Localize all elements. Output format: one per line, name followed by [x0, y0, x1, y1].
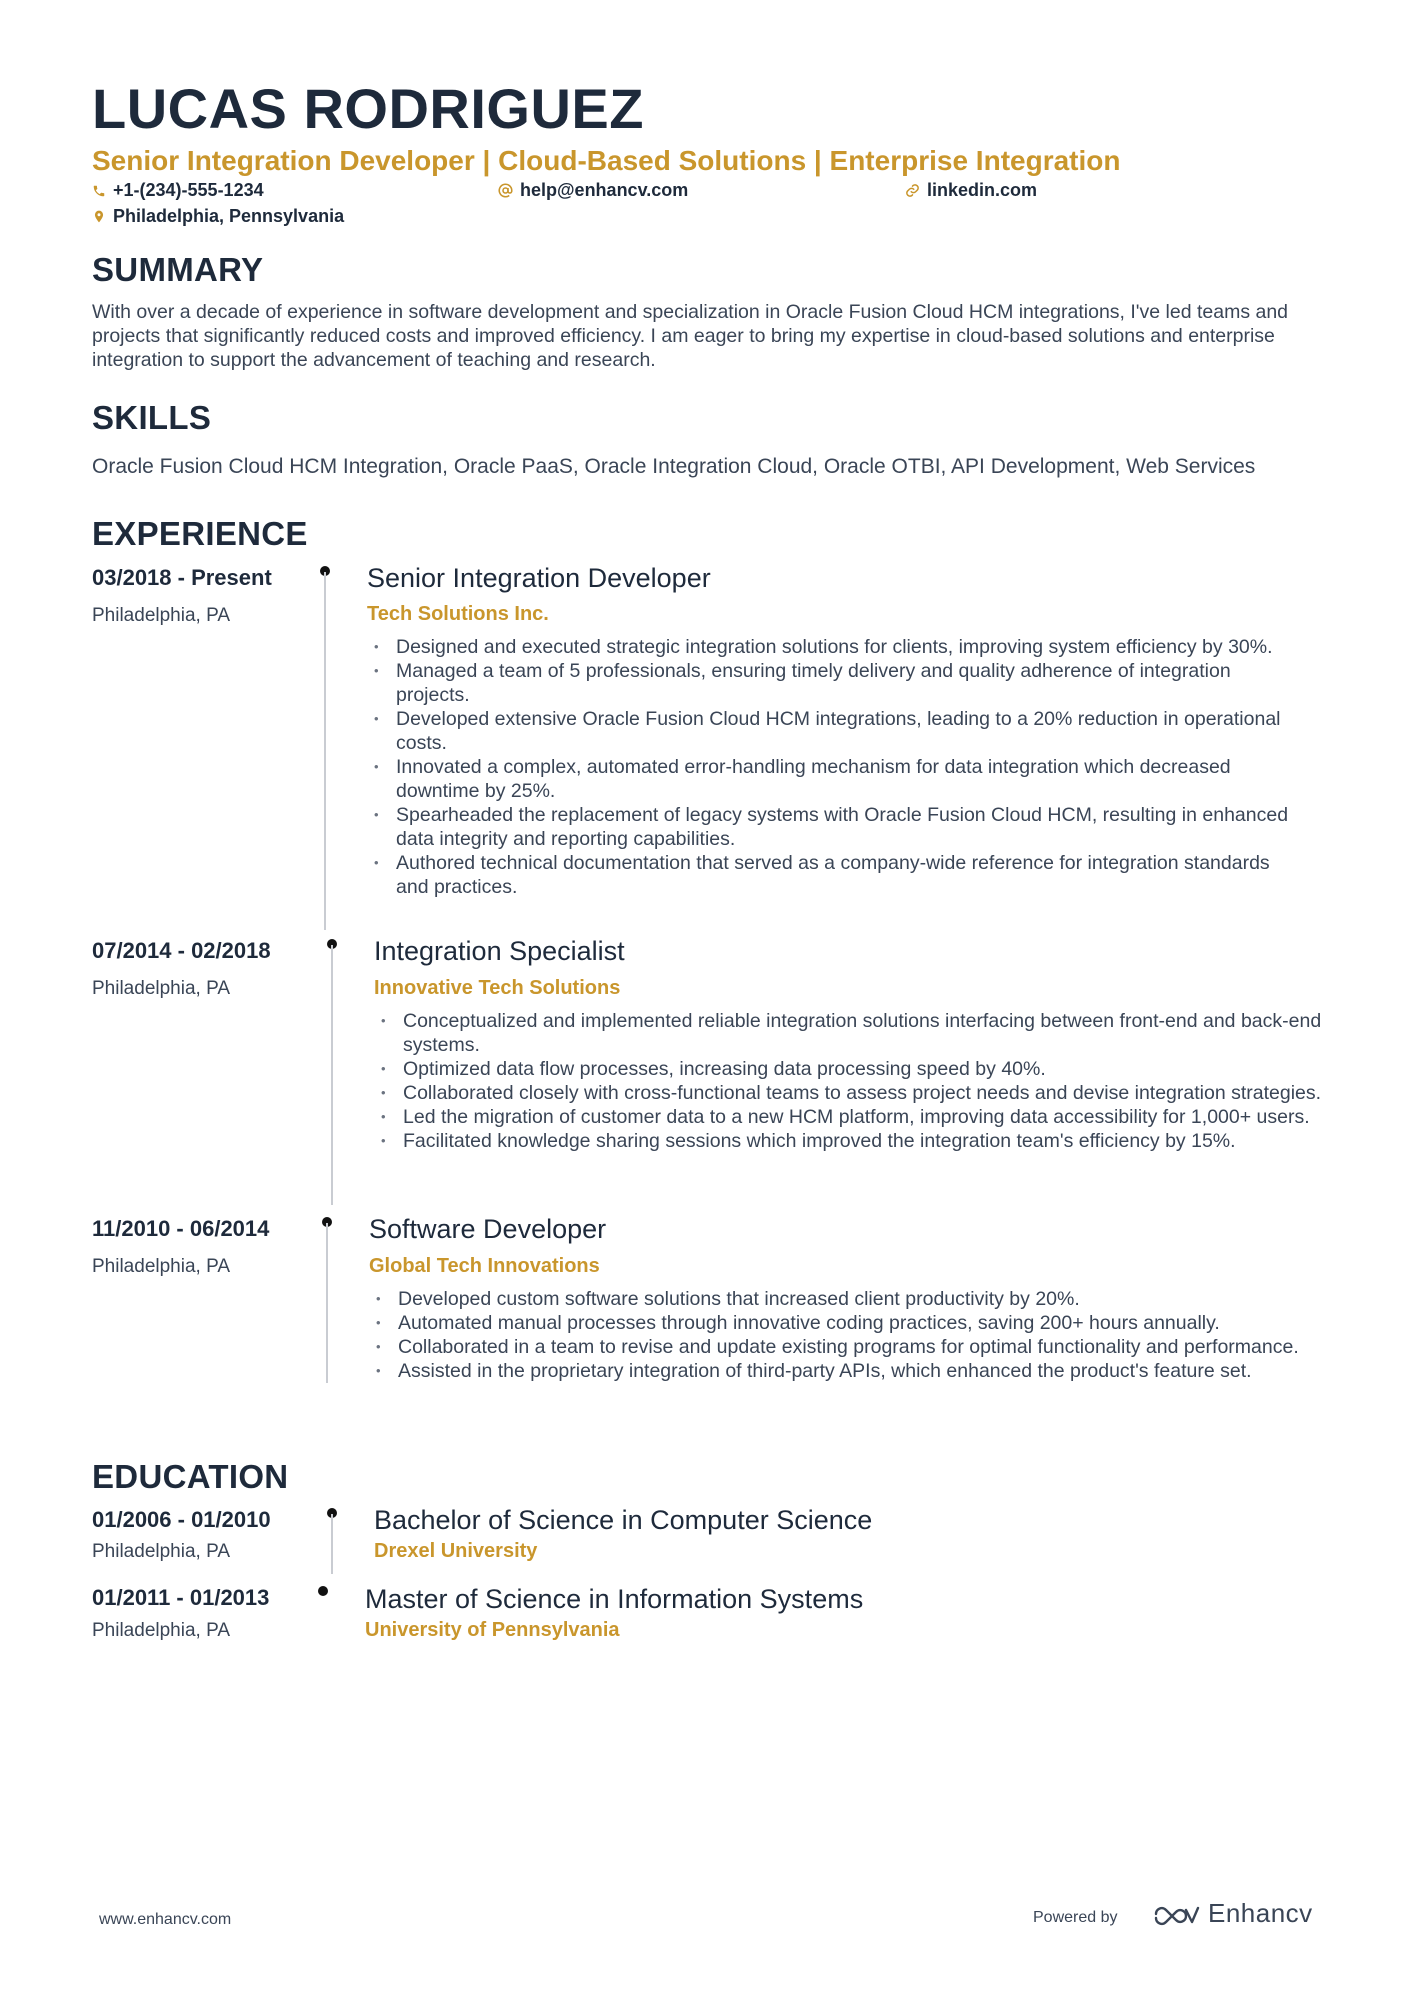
job-bullets	[368, 635, 1298, 899]
job-location: Philadelphia, PA	[92, 605, 231, 626]
enhancv-logo-icon	[1152, 1902, 1200, 1926]
job-title: Software Developer	[369, 1214, 607, 1244]
summary-heading: SUMMARY	[92, 251, 264, 288]
education-date: 01/2011 - 01/2013	[92, 1585, 270, 1610]
job-bullet: • Developed extensive Oracle Fusion Cloud HCM integrations, leading to a 20% reduction in operational costs.	[368, 707, 1298, 755]
education-date: 01/2006 - 01/2010	[92, 1507, 271, 1532]
school-name: Drexel University	[374, 1540, 538, 1562]
job-location: Philadelphia, PA	[92, 978, 231, 999]
job-bullet: • Innovated a complex, automated error-handling mechanism for data integration which decreased downtime by 25%.	[368, 755, 1298, 803]
job-bullets	[375, 1009, 1330, 1153]
school-name: University of Pennsylvania	[365, 1619, 620, 1641]
job-location: Philadelphia, PA	[92, 1256, 231, 1277]
education-location: Philadelphia, PA	[92, 1620, 231, 1641]
linkedin-text[interactable]: linkedin.com	[927, 180, 1038, 200]
location-pin-icon	[92, 209, 106, 224]
company-name: Innovative Tech Solutions	[374, 977, 621, 999]
job-bullet: • Spearheaded the replacement of legacy systems with Oracle Fusion Cloud HCM, resulting in enhanced data integrity and reporting capabilities.	[368, 803, 1298, 851]
job-bullet: • Automated manual processes through innovative coding practices, saving 200+ hours annually.	[370, 1311, 1315, 1335]
degree-name: Bachelor of Science in Computer Science	[374, 1505, 873, 1535]
job-bullets	[370, 1287, 1315, 1383]
contact-email[interactable]	[498, 180, 688, 201]
job-title: Integration Specialist	[374, 936, 625, 966]
job-bullet: • Authored technical documentation that served as a company-wide reference for integration standards and practices.	[368, 851, 1298, 899]
job-bullet: • Facilitated knowledge sharing sessions which improved the integration team's efficiency by 15%.	[375, 1129, 1330, 1153]
phone-text: +1-(234)-555-1234	[113, 180, 264, 200]
company-name: Global Tech Innovations	[369, 1255, 600, 1277]
location-text: Philadelphia, Pennsylvania	[113, 206, 345, 226]
brand-logo[interactable]	[1152, 1898, 1313, 1929]
link-icon	[905, 183, 920, 198]
footer-url[interactable]: www.enhancv.com	[99, 1911, 232, 1928]
job-date: 03/2018 - Present	[92, 565, 272, 590]
education-location: Philadelphia, PA	[92, 1541, 231, 1562]
job-title: Senior Integration Developer	[367, 563, 711, 593]
headline: Senior Integration Developer | Cloud-Based Solutions | Enterprise Integration	[92, 145, 1121, 176]
summary-text: With over a decade of experience in software development and specialization in Oracle Fusion Cloud HCM integrations, I've led teams and projects that significantly reduced costs and improved efficiency. I am eager to bring my expertise in cloud-based solutions and enterprise integration to support the advancement of teaching and research.	[92, 301, 1289, 371]
timeline-line	[331, 1514, 333, 1574]
contact-location	[92, 206, 344, 227]
job-bullet: • Developed custom software solutions that increased client productivity by 20%.	[370, 1287, 1315, 1311]
brand-name: Enhancv	[1208, 1898, 1313, 1928]
contact-linkedin[interactable]	[905, 180, 1037, 201]
job-bullet: • Assisted in the proprietary integration of third-party APIs, which enhanced the product's feature set.	[370, 1359, 1315, 1383]
education-heading: EDUCATION	[92, 1458, 289, 1495]
phone-icon	[92, 184, 106, 198]
experience-heading: EXPERIENCE	[92, 515, 308, 552]
company-name: Tech Solutions Inc.	[367, 603, 549, 625]
job-bullet: • Managed a team of 5 professionals, ensuring timely delivery and quality adherence of integration projects.	[368, 659, 1298, 707]
powered-by-label: Powered by	[1033, 1909, 1118, 1926]
job-bullet: • Led the migration of customer data to a new HCM platform, improving data accessibility for 1,000+ users.	[375, 1105, 1330, 1129]
timeline-line	[331, 945, 333, 1205]
email-text[interactable]: help@enhancv.com	[520, 180, 689, 200]
timeline-dot	[318, 1586, 328, 1596]
job-date: 07/2014 - 02/2018	[92, 938, 271, 963]
contact-phone	[92, 180, 264, 201]
candidate-name: LUCAS RODRIGUEZ	[92, 77, 644, 140]
skills-heading: SKILLS	[92, 399, 212, 436]
job-bullet: • Conceptualized and implemented reliable integration solutions interfacing between front-end and back-end systems.	[375, 1009, 1330, 1057]
job-bullet: • Optimized data flow processes, increasing data processing speed by 40%.	[375, 1057, 1330, 1081]
skills-text: Oracle Fusion Cloud HCM Integration, Oracle PaaS, Oracle Integration Cloud, Oracle OTBI, API Development, Web Services	[92, 455, 1256, 478]
timeline-line	[326, 1223, 328, 1383]
at-icon	[498, 183, 513, 198]
degree-name: Master of Science in Information Systems	[365, 1584, 864, 1614]
timeline-line	[324, 572, 326, 930]
job-bullet: • Designed and executed strategic integration solutions for clients, improving system efficiency by 30%.	[368, 635, 1298, 659]
job-date: 11/2010 - 06/2014	[92, 1216, 270, 1241]
job-bullet: • Collaborated closely with cross-functional teams to assess project needs and devise integration strategies.	[375, 1081, 1330, 1105]
job-bullet: • Collaborated in a team to revise and update existing programs for optimal functionality and performance.	[370, 1335, 1315, 1359]
